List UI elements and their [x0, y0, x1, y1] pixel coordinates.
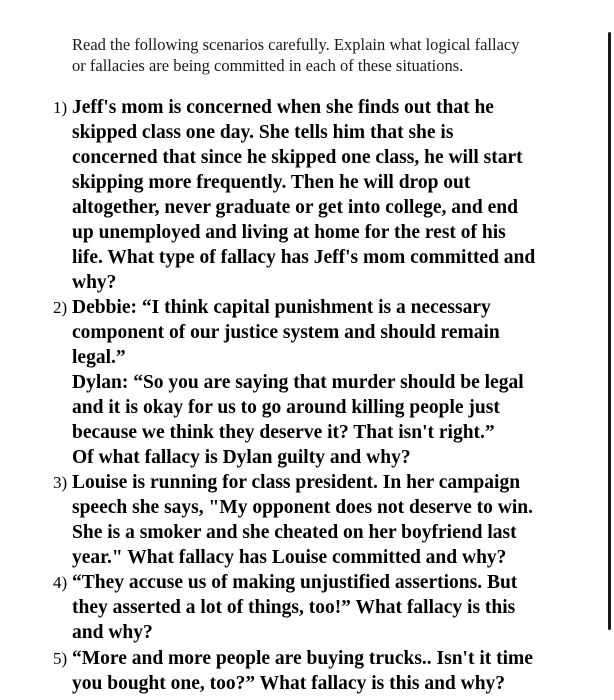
question-line: and why? — [72, 622, 153, 643]
question-line: year." What fallacy has Louise committed and why? — [72, 547, 507, 568]
question-text — [72, 95, 592, 295]
question-text — [72, 295, 592, 470]
question-line: up unemployed and living at home for the rest of his — [72, 222, 506, 243]
question-line: altogether, never graduate or get into college, and end — [72, 197, 518, 218]
question-line: concerned that since he skipped one class, he will start — [72, 147, 523, 168]
question-line: Dylan: “So you are saying that murder should be legal — [72, 372, 524, 393]
question-line: She is a smoker and she cheated on her boyfriend last — [72, 522, 517, 543]
question-number: 3) — [53, 473, 68, 492]
question-line: component of our justice system and should remain — [72, 322, 500, 343]
question-text — [72, 470, 592, 570]
question-line: “They accuse us of making unjustified assertions. But — [72, 572, 518, 593]
question-line: Of what fallacy is Dylan guilty and why? — [72, 447, 411, 468]
vertical-scrollbar[interactable] — [608, 32, 611, 630]
question-number: 2) — [53, 298, 68, 317]
question-line: why? — [72, 272, 117, 293]
question-number: 5) — [53, 649, 68, 668]
question-text — [72, 646, 592, 696]
question-number: 1) — [53, 98, 68, 117]
question-line: they asserted a lot of things, too!” What fallacy is this — [72, 597, 516, 618]
instructions — [72, 34, 582, 76]
question-line: life. What type of fallacy has Jeff's mom committed and — [72, 247, 536, 268]
question-line: skipping more frequently. Then he will drop out — [72, 172, 471, 193]
question-line: Jeff's mom is concerned when she finds out that he — [72, 97, 494, 118]
question-line: Debbie: “I think capital punishment is a necessary — [72, 297, 491, 318]
question-line: “More and more people are buying trucks.. Isn't it time — [72, 648, 533, 669]
question-line: legal.” — [72, 347, 126, 368]
question-line: speech she says, "My opponent does not deserve to win. — [72, 497, 533, 518]
question-line: skipped class one day. She tells him that she is — [72, 122, 454, 143]
question-line: because we think they deserve it? That isn't right.” — [72, 422, 495, 443]
question-line: Louise is running for class president. In her campaign — [72, 472, 521, 493]
instructions-line: or fallacies are being committed in each of these situations. — [72, 56, 464, 75]
question-text — [72, 570, 592, 645]
question-line: you bought one, too?” What fallacy is this and why? — [72, 673, 506, 694]
instructions-line: Read the following scenarios carefully. Explain what logical fallacy — [72, 35, 520, 54]
question-number: 4) — [53, 573, 68, 592]
question-line: and it is okay for us to go around killing people just — [72, 397, 500, 418]
